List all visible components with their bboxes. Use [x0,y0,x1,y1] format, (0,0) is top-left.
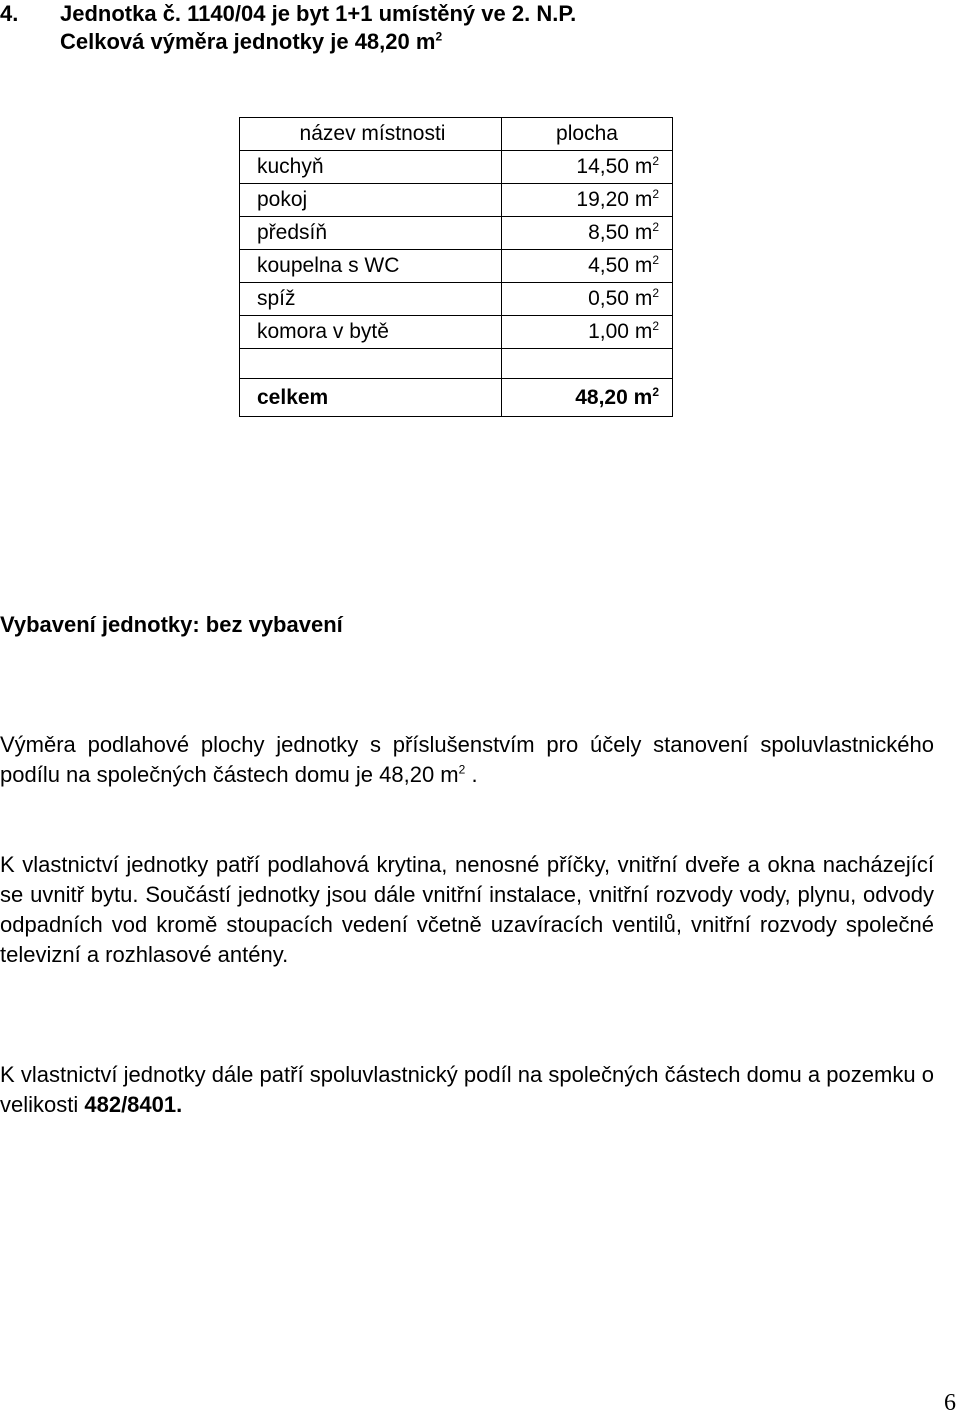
area-cell [502,316,673,349]
area-value: 0,50 [588,287,629,310]
area-unit: m [634,221,653,244]
table-total-row [240,379,673,417]
area-cell [502,379,673,417]
area-unit-sup: 2 [652,154,659,168]
room-name: komora v bytě [240,316,502,349]
area-cell [502,283,673,316]
table-row [240,250,673,283]
heading-number: 4. [0,1,19,26]
heading-line2: Celková výměra jednotky je 48,20 m [60,29,436,54]
area-cell [502,151,673,184]
table-row [240,151,673,184]
area-cell [502,184,673,217]
paragraph-ownership: K vlastnictví jednotky patří podlahová krytina, nenosné příčky, vnitřní dveře a okna nacházející se uvnitř bytu. Součástí jednotky jsou dále vnitřní instalace, vnitřní rozvody vody, plynu, odvody odpadních vod kromě stoupacích vedení včetně uzavíracích ventilů, vnitřní rozvody společné televizní a rozhlasové antény. [0,852,934,967]
share-end: . [176,1092,183,1117]
room-name: koupelna s WC [240,250,502,283]
heading-line1: Jednotka č. 1140/04 je byt 1+1 umístěný ve 2. N.P. [60,1,577,26]
area-unit: m [634,320,653,343]
paragraph-area-end: . [471,762,478,787]
paragraph-share [0,1060,934,1120]
table-row [240,316,673,349]
table-blank-row [240,349,673,379]
table-row [240,184,673,217]
area-unit-sup: 2 [652,384,659,399]
area-unit-sup: 2 [652,253,659,267]
room-name: předsíň [240,217,502,250]
paragraph-area-sup: 2 [458,762,466,777]
table-row [240,283,673,316]
table-header-row [240,118,673,151]
equipment-line: Vybavení jednotky: bez vybavení [0,612,343,637]
room-name: spíž [240,283,502,316]
paragraph-share-text: K vlastnictví jednotky dále patří spoluvlastnický podíl na společných částech domu a pozemku o velikosti [0,1062,934,1117]
area-unit: m [633,385,653,409]
rooms-table [239,117,673,417]
room-name: kuchyň [240,151,502,184]
header-room-name: název místnosti [240,118,502,151]
area-unit-sup: 2 [652,319,659,333]
room-name: pokoj [240,184,502,217]
area-value: 48,20 [575,385,628,409]
area-unit-sup: 2 [652,187,659,201]
share-value: 482/8401 [84,1092,177,1117]
area-unit-sup: 2 [652,286,659,300]
area-unit: m [634,155,653,178]
unit-heading [0,0,576,56]
area-cell [502,250,673,283]
area-value: 4,50 [588,254,629,277]
area-value: 8,50 [588,221,629,244]
area-unit: m [634,287,653,310]
area-unit: m [634,188,653,211]
table-row [240,217,673,250]
empty-cell [502,349,673,379]
paragraph-area [0,730,934,790]
area-value: 19,20 [576,188,629,211]
area-value: 1,00 [588,320,629,343]
empty-cell [240,349,502,379]
area-unit-sup: 2 [652,220,659,234]
page-number: 6 [944,1390,956,1416]
heading-line2-sup: 2 [435,29,443,44]
room-name: celkem [240,379,502,417]
area-unit: m [634,254,653,277]
header-area: plocha [502,118,673,151]
area-value: 14,50 [576,155,629,178]
area-cell [502,217,673,250]
paragraph-area-text: Výměra podlahové plochy jednotky s příslušenstvím pro účely stanovení spoluvlastnického podílu na společných částech domu je 48,20 m [0,732,934,787]
